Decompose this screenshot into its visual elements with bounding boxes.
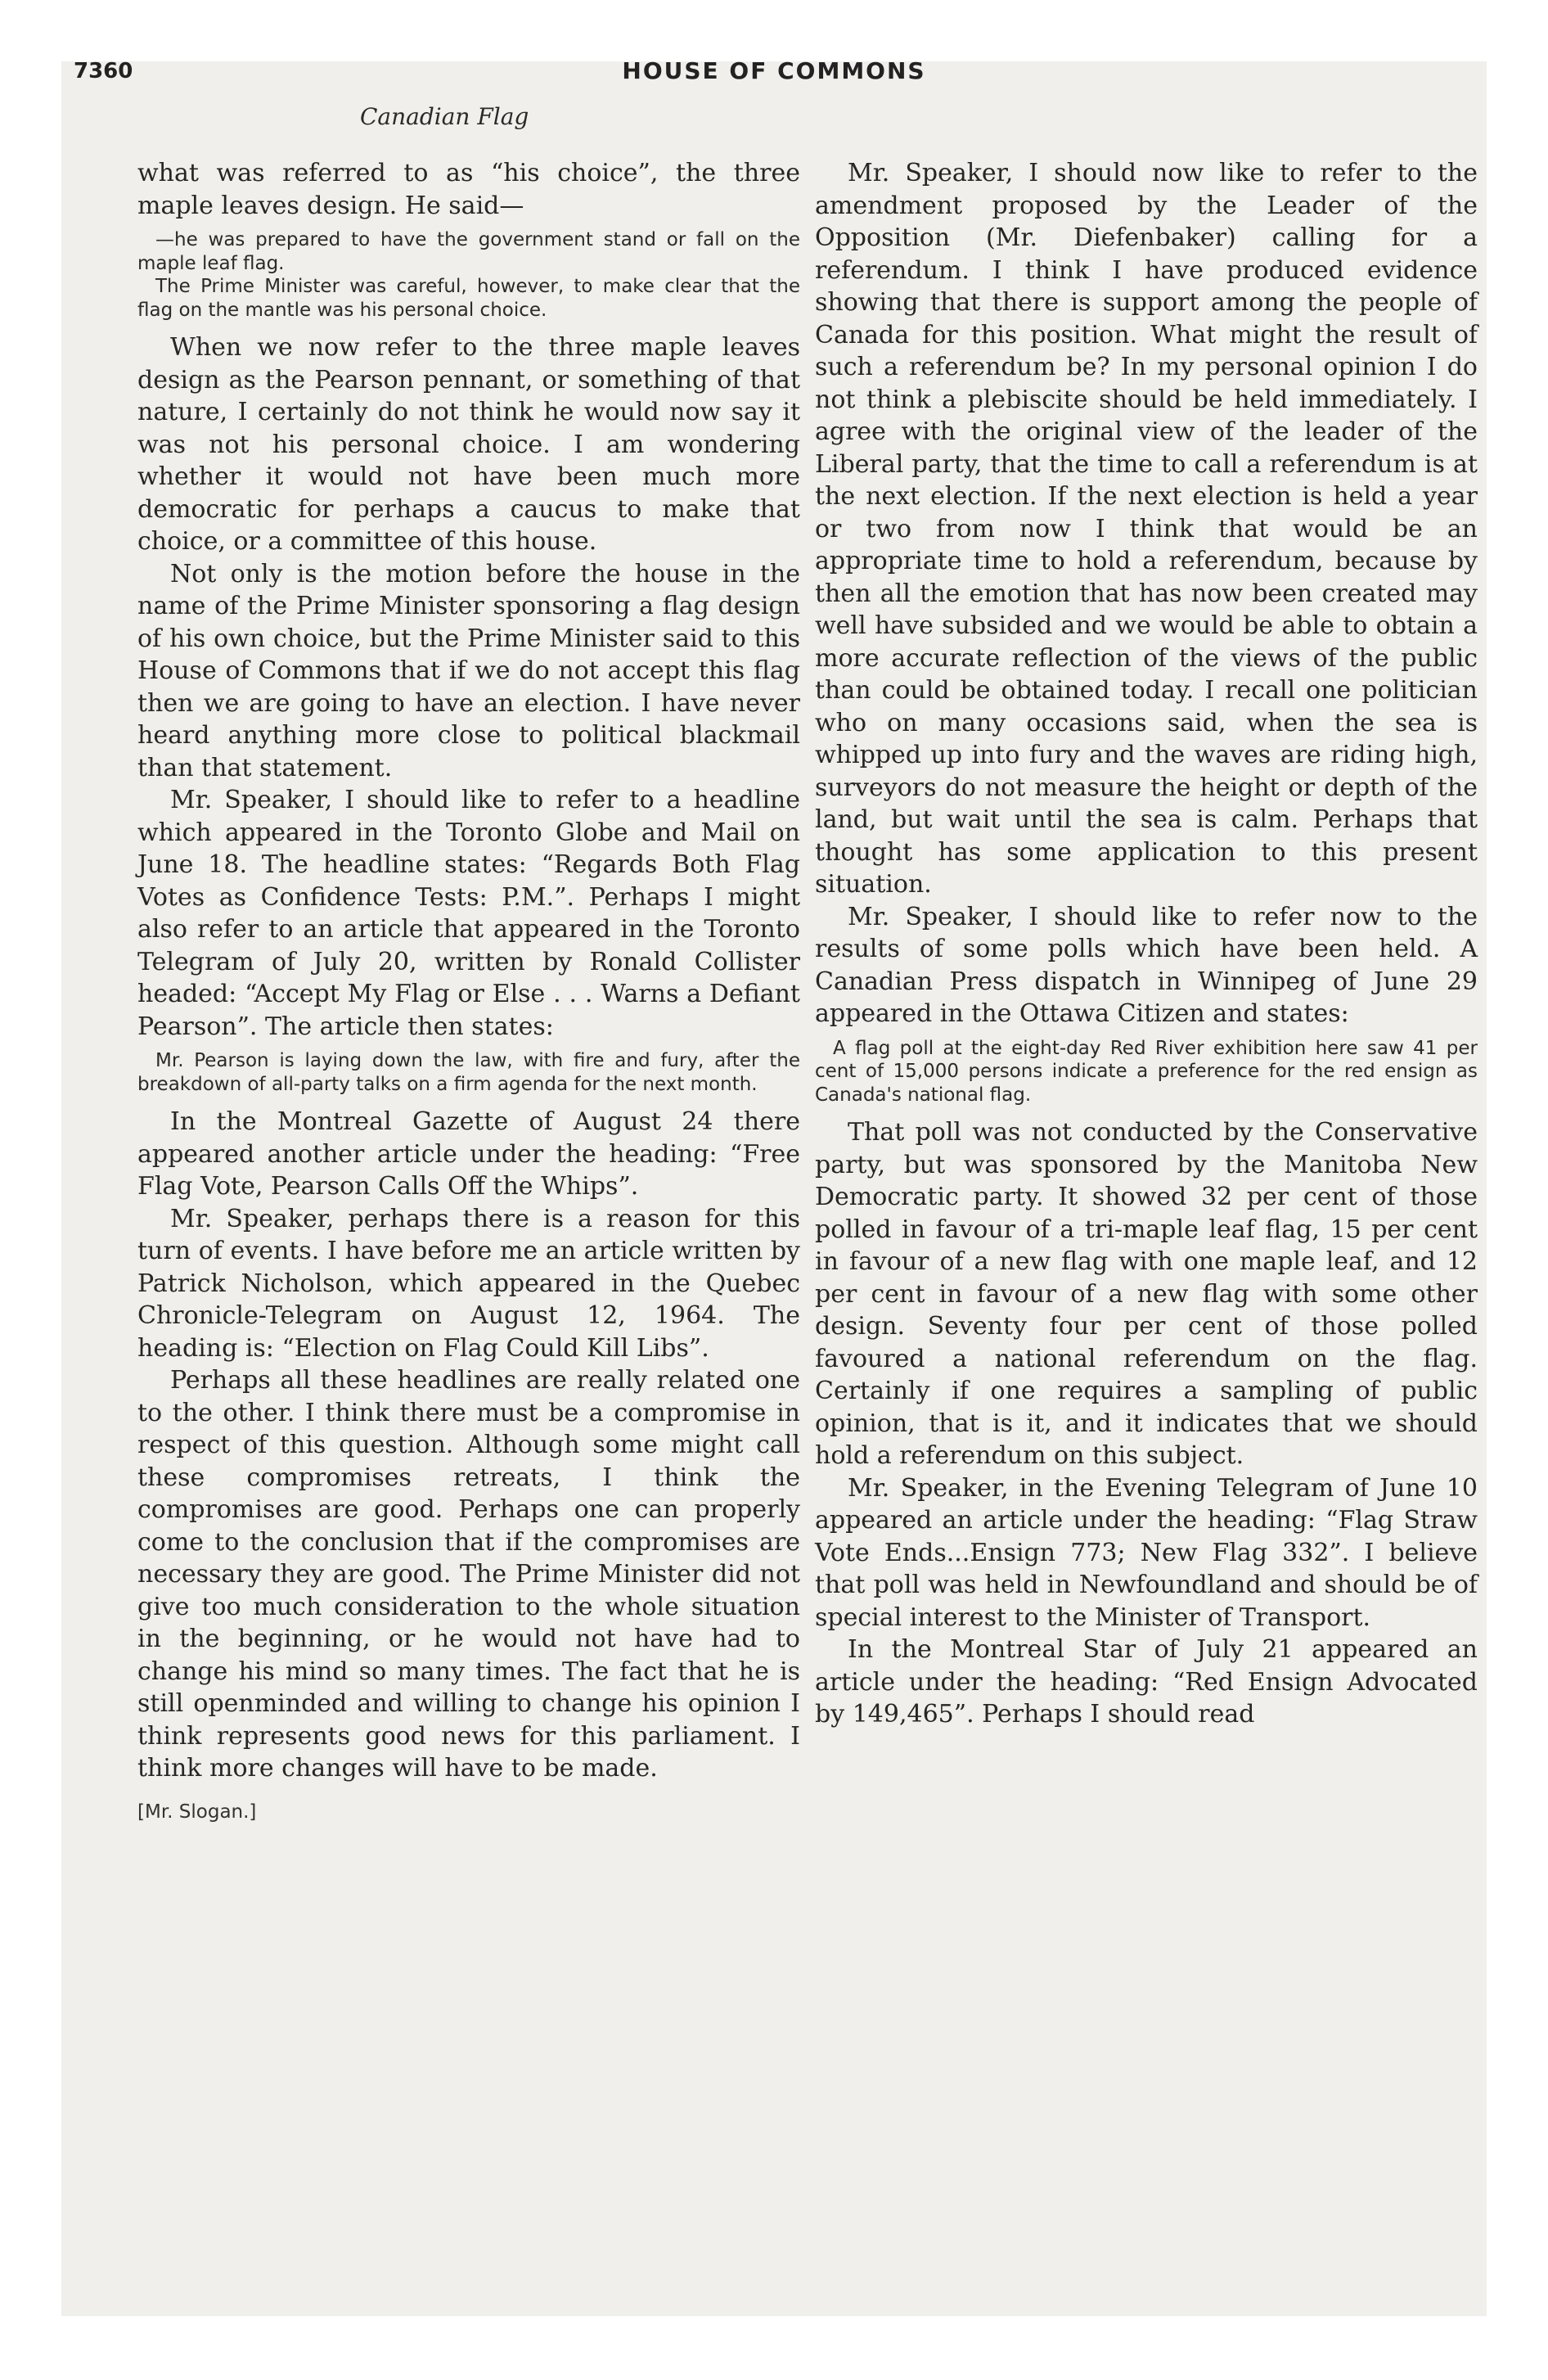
paragraph: Mr. Speaker, perhaps there is a reason for this turn of events. I have before me an article written by Patrick Nicholson, which appeared in the Quebec Chronicle-Telegram on August 12, 1964. The heading is: “Election on Flag Could Kill Libs”.: [137, 1204, 800, 1363]
quote-line: —he was prepared to have the government stand or fall on the maple leaf flag.: [137, 229, 800, 274]
block-quote: A flag poll at the eight-day Red River exhibition here saw 41 per cent of 15,000 persons indicate a preference for the red ensign as Canada's national flag.: [815, 1037, 1478, 1106]
paragraph: In the Montreal Star of July 21 appeared an article under the heading: “Red Ensign Advocated by 149,465”. Perhaps I should read: [815, 1635, 1478, 1729]
paragraph: Mr. Speaker, in the Evening Telegram of June 10 appeared an article under the heading: “Flag Straw Vote Ends...Ensign 773; New Flag 332”. I believe that poll was held in Newfoundland and should be of special interest to the Minister of Transport.: [815, 1473, 1478, 1632]
block-quote: [137, 228, 800, 322]
quote-line: The Prime Minister was careful, however, to make clear that the flag on the mantle was his personal choice.: [137, 276, 800, 321]
right-column: [815, 157, 1478, 1731]
left-column: [137, 157, 800, 1823]
section-subheading: Canadian Flag: [360, 103, 529, 130]
paragraph: Mr. Speaker, I should like to refer to a headline which appeared in the Toronto Globe and Mail on June 18. The headline states: “Regards Both Flag Votes as Confidence Tests: P.M.”. Perhaps I might also refer to an article that appeared in the Toronto Telegram of July 20, written by Ronald Collister headed: “Accept My Flag or Else . . . Warns a Defiant Pearson”. The article then states:: [137, 786, 800, 1041]
block-quote: Mr. Pearson is laying down the law, with fire and fury, after the breakdown of all-party talks on a firm agenda for the next month.: [137, 1050, 800, 1095]
paragraph: When we now refer to the three maple leaves design as the Pearson pennant, or something of that nature, I certainly do not think he would now say it was not his personal choice. I am wondering whether it would not have been much more democratic for perhaps a caucus to make that choice, or a committee of this house.: [137, 333, 800, 556]
running-head: HOUSE OF COMMONS: [622, 57, 926, 84]
paragraph: In the Montreal Gazette of August 24 there appeared another article under the heading: “Free Flag Vote, Pearson Calls Off the Whips”.: [137, 1107, 800, 1201]
paragraph: Mr. Speaker, I should now like to refer to the amendment proposed by the Leader of the Opposition (Mr. Diefenbaker) calling for a referendum. I think I have produced evidence showing that there is support among the people of Canada for this position. What might the result of such a referendum be? In my personal opinion I do not think a plebiscite should be held immediately. I agree with the original view of the leader of the Liberal party, that the time to call a referendum is at the next election. If the next election is held a year or two from now I think that would be an appropriate time to hold a referendum, because by then all the emotion that has now been created may well have subsided and we would be able to obtain a more accurate reflection of the views of the public than could be obtained today. I recall one politician who on many occasions said, when the sea is whipped up into fury and the waves are riding high, surveyors do not measure the height or depth of the land, but wait until the sea is calm. Perhaps that thought has some application to this present situation.: [815, 159, 1478, 899]
paragraph: Mr. Speaker, I should like to refer now to the results of some polls which have been held. A Canadian Press dispatch in Winnipeg of June 29 appeared in the Ottawa Citizen and states:: [815, 902, 1478, 1028]
page-number: 7360: [74, 59, 133, 83]
paragraph: Perhaps all these headlines are really related one to the other. I think there must be a compromise in respect of this question. Although some might call these compromises retreats, I think the compromises are good. Perhaps one can properly come to the conclusion that if the compromises are necessary they are good. The Prime Minister did not give too much consideration to the whole situation in the beginning, or he would not have had to change his mind so many times. The fact that he is still openminded and willing to change his opinion I think represents good news for this parliament. I think more changes will have to be made.: [137, 1366, 800, 1783]
speaker-attribution: [Mr. Slogan.]: [137, 1801, 257, 1823]
paragraph: what was referred to as “his choice”, the three maple leaves design. He said—: [137, 159, 800, 220]
paragraph: That poll was not conducted by the Conservative party, but was sponsored by the Manitoba New Democratic party. It showed 32 per cent of those polled in favour of a tri-maple leaf flag, 15 per cent in favour of a new flag with one maple leaf, and 12 per cent in favour of a new flag with some other design. Seventy four per cent of those polled favoured a national referendum on the flag. Certainly if one requires a sampling of public opinion, that is it, and it indicates that we should hold a referendum on this subject.: [815, 1118, 1478, 1470]
paragraph: Not only is the motion before the house in the name of the Prime Minister sponsoring a flag design of his own choice, but the Prime Minister said to this House of Commons that if we do not accept this flag then we are going to have an election. I have never heard anything more close to political blackmail than that statement.: [137, 559, 800, 782]
